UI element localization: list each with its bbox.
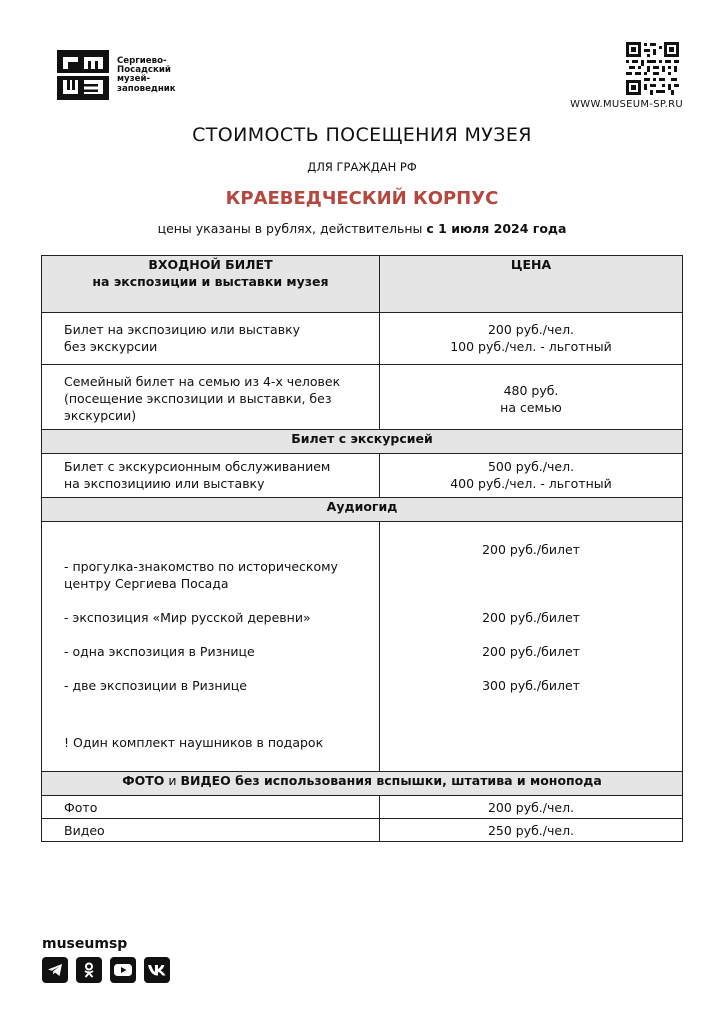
audio-prices [380,522,683,772]
list-item: - прогулка-знакомство по историческому центру Сергиева Посада [64,559,338,591]
odnoklassniki-icon[interactable] [76,957,102,983]
row-price: 500 руб./чел. 400 руб./чел. - льготный [380,454,683,498]
row-price: 200 руб./чел. 100 руб./чел. - льготный [380,313,683,365]
price-table [41,255,683,842]
row-desc: Фото [42,796,380,819]
page-title: СТОИМОСТЬ ПОСЕЩЕНИЯ МУЗЕЯ [192,124,532,146]
table-row [42,522,683,772]
row-price: 200 руб./чел. [380,796,683,819]
audio-note: ! Один комплект наушников в подарок [64,735,324,750]
page-subtitle: ДЛЯ ГРАЖДАН РФ [307,160,417,174]
list-item: - две экспозиции в Ризнице [64,678,247,693]
row-desc: Билет на экспозицию или выставку без экскурсии [42,313,380,365]
audio-desc [42,522,380,772]
telegram-icon[interactable] [42,957,68,983]
row-price: 250 руб./чел. [380,819,683,842]
section-title: КРАЕВЕДЧЕСКИЙ КОРПУС [225,188,499,209]
header-ticket-subtitle: на экспозиции и выставки музея [92,274,329,289]
header-price: ЦЕНА [380,256,683,313]
audio-price: 300 руб./билет [482,678,580,693]
social-links [42,957,170,983]
photo-title-bold2: ВИДЕО [180,773,231,788]
vk-icon[interactable] [144,957,170,983]
audio-price: 200 руб./билет [482,610,580,625]
section-row [42,430,683,454]
row-desc: Семейный билет на семью из 4-х человек (посещение экспозиции и выставки, без экскурсии) [42,365,380,430]
table-row [42,313,683,365]
row-price: 480 руб. на семью [380,365,683,430]
photo-title-bold: ФОТО [122,773,165,788]
row-desc: Видео [42,819,380,842]
audio-price: 200 руб./билет [482,542,580,557]
youtube-icon[interactable] [110,957,136,983]
website-link[interactable]: WWW.MUSEUM-SP.RU [570,99,683,110]
audio-price: 200 руб./билет [482,644,580,659]
section-row [42,772,683,796]
photo-title-mid: и [164,773,181,788]
logo-name: Сергиево- Посадский музей- заповедник [117,56,176,94]
list-item: - одна экспозиция в Ризнице [64,644,255,659]
qr-code-icon[interactable] [626,42,679,95]
validity-date: с 1 июля 2024 года [426,221,567,236]
header-ticket [42,256,380,313]
photo-section-title [42,772,683,796]
excursion-section-title: Билет с экскурсией [42,430,683,454]
validity-note [0,221,724,236]
table-row [42,365,683,430]
museum-logo-icon [57,50,109,100]
row-desc: Билет с экскурсионным обслуживанием на экспозициию или выставку [42,454,380,498]
audio-list [64,541,371,711]
validity-prefix: цены указаны в рублях, действительны [157,221,427,236]
header-ticket-title: ВХОДНОЙ БИЛЕТ [148,257,273,272]
section-row [42,498,683,522]
photo-title-rest: без использования вспышки, штатива и монопода [230,773,602,788]
list-item: - экспозиция «Мир русской деревни» [64,610,311,625]
table-row [42,796,683,819]
table-row [42,454,683,498]
brand-handle: museumsp [42,936,128,952]
audio-section-title: Аудиогид [42,498,683,522]
table-row [42,819,683,842]
table-header-row [42,256,683,313]
